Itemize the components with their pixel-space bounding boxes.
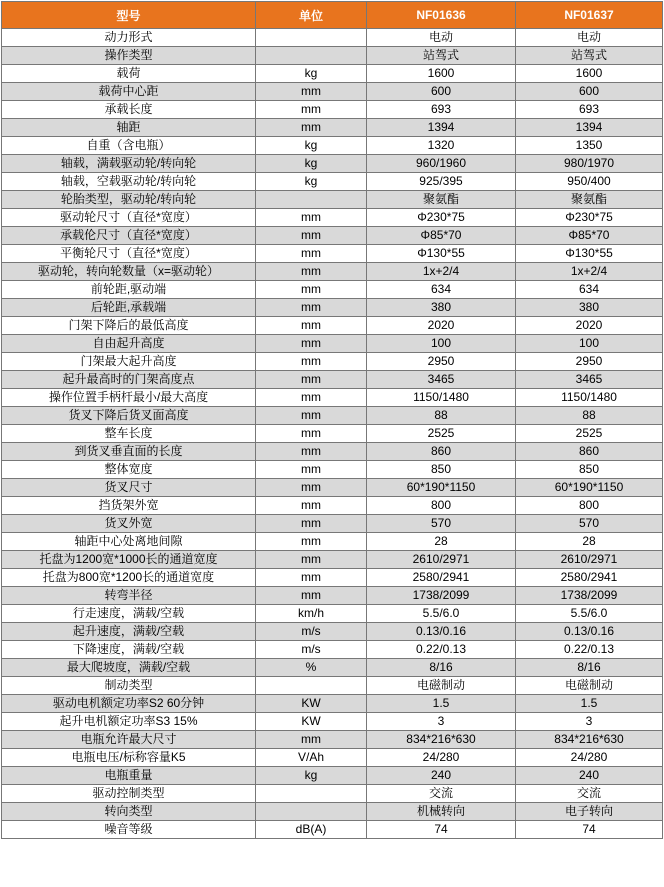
- table-row: [2, 551, 663, 569]
- parameter-cell: 承载长度: [2, 101, 256, 119]
- nf01636-value-cell: 925/395: [367, 173, 516, 191]
- table-row: [2, 731, 663, 749]
- nf01636-value-cell: 1600: [367, 65, 516, 83]
- nf01636-value-cell: 1320: [367, 137, 516, 155]
- unit-cell: mm: [256, 299, 367, 317]
- table-row: [2, 605, 663, 623]
- table-row: [2, 281, 663, 299]
- nf01637-value-cell: 1350: [516, 137, 663, 155]
- parameter-cell: 轴载，空载驱动轮/转向轮: [2, 173, 256, 191]
- parameter-cell: 自重（含电瓶）: [2, 137, 256, 155]
- unit-cell: [256, 47, 367, 65]
- nf01637-value-cell: 74: [516, 821, 663, 839]
- unit-cell: kg: [256, 173, 367, 191]
- table-row: [2, 587, 663, 605]
- nf01637-value-cell: 693: [516, 101, 663, 119]
- unit-cell: mm: [256, 479, 367, 497]
- nf01636-value-cell: 1.5: [367, 695, 516, 713]
- table-row: [2, 515, 663, 533]
- parameter-cell: 驱动电机额定功率S2 60分钟: [2, 695, 256, 713]
- table-row: [2, 533, 663, 551]
- unit-cell: mm: [256, 335, 367, 353]
- parameter-cell: 托盘为1200宽*1000长的通道宽度: [2, 551, 256, 569]
- nf01636-value-cell: 0.13/0.16: [367, 623, 516, 641]
- nf01636-value-cell: 2525: [367, 425, 516, 443]
- unit-cell: mm: [256, 461, 367, 479]
- parameter-cell: 整体宽度: [2, 461, 256, 479]
- table-row: [2, 803, 663, 821]
- parameter-cell: 制动类型: [2, 677, 256, 695]
- table-row: [2, 389, 663, 407]
- unit-cell: mm: [256, 533, 367, 551]
- unit-cell: mm: [256, 353, 367, 371]
- table-row: [2, 371, 663, 389]
- nf01637-value-cell: 1x+2/4: [516, 263, 663, 281]
- table-row: [2, 659, 663, 677]
- parameter-cell: 电瓶电压/标称容量K5: [2, 749, 256, 767]
- parameter-cell: 后轮距,承载端: [2, 299, 256, 317]
- parameter-cell: 平衡轮尺寸（直径*宽度）: [2, 245, 256, 263]
- unit-cell: mm: [256, 317, 367, 335]
- nf01636-value-cell: 693: [367, 101, 516, 119]
- nf01637-value-cell: 电动: [516, 29, 663, 47]
- unit-cell: kg: [256, 767, 367, 785]
- parameter-cell: 转向类型: [2, 803, 256, 821]
- nf01637-value-cell: 交流: [516, 785, 663, 803]
- unit-cell: mm: [256, 515, 367, 533]
- spec-body: [2, 29, 663, 839]
- table-row: [2, 497, 663, 515]
- nf01636-value-cell: 634: [367, 281, 516, 299]
- unit-cell: mm: [256, 389, 367, 407]
- nf01637-value-cell: 100: [516, 335, 663, 353]
- nf01636-value-cell: 860: [367, 443, 516, 461]
- nf01637-value-cell: 3465: [516, 371, 663, 389]
- nf01636-value-cell: 电动: [367, 29, 516, 47]
- nf01636-value-cell: 28: [367, 533, 516, 551]
- unit-cell: [256, 29, 367, 47]
- table-row: [2, 623, 663, 641]
- nf01637-value-cell: 600: [516, 83, 663, 101]
- table-row: [2, 785, 663, 803]
- header-unit: 单位: [256, 2, 367, 29]
- unit-cell: mm: [256, 407, 367, 425]
- nf01636-value-cell: 交流: [367, 785, 516, 803]
- parameter-cell: 货叉尺寸: [2, 479, 256, 497]
- unit-cell: m/s: [256, 641, 367, 659]
- nf01637-value-cell: 站驾式: [516, 47, 663, 65]
- table-row: [2, 317, 663, 335]
- nf01636-value-cell: 2020: [367, 317, 516, 335]
- nf01637-value-cell: Φ130*55: [516, 245, 663, 263]
- nf01637-value-cell: 1.5: [516, 695, 663, 713]
- table-row: [2, 263, 663, 281]
- parameter-cell: 电瓶重量: [2, 767, 256, 785]
- table-row: [2, 425, 663, 443]
- nf01637-value-cell: 380: [516, 299, 663, 317]
- unit-cell: V/Ah: [256, 749, 367, 767]
- parameter-cell: 轮胎类型，驱动轮/转向轮: [2, 191, 256, 209]
- table-row: [2, 767, 663, 785]
- nf01637-value-cell: 电子转向: [516, 803, 663, 821]
- table-row: [2, 821, 663, 839]
- nf01636-value-cell: 站驾式: [367, 47, 516, 65]
- nf01636-value-cell: 1738/2099: [367, 587, 516, 605]
- parameter-cell: 前轮距,驱动端: [2, 281, 256, 299]
- parameter-cell: 行走速度，满载/空载: [2, 605, 256, 623]
- parameter-cell: 下降速度，满载/空载: [2, 641, 256, 659]
- unit-cell: mm: [256, 281, 367, 299]
- unit-cell: [256, 677, 367, 695]
- unit-cell: [256, 785, 367, 803]
- header-nf01637: NF01637: [516, 2, 663, 29]
- nf01637-value-cell: 88: [516, 407, 663, 425]
- table-row: [2, 677, 663, 695]
- unit-cell: mm: [256, 371, 367, 389]
- nf01637-value-cell: 电磁制动: [516, 677, 663, 695]
- nf01636-value-cell: Φ85*70: [367, 227, 516, 245]
- unit-cell: mm: [256, 551, 367, 569]
- unit-cell: mm: [256, 101, 367, 119]
- nf01636-value-cell: 74: [367, 821, 516, 839]
- nf01637-value-cell: 1394: [516, 119, 663, 137]
- parameter-cell: 整车长度: [2, 425, 256, 443]
- nf01636-value-cell: 2580/2941: [367, 569, 516, 587]
- nf01636-value-cell: 8/16: [367, 659, 516, 677]
- nf01637-value-cell: 850: [516, 461, 663, 479]
- nf01636-value-cell: 3: [367, 713, 516, 731]
- parameter-cell: 动力形式: [2, 29, 256, 47]
- nf01636-value-cell: 960/1960: [367, 155, 516, 173]
- unit-cell: mm: [256, 425, 367, 443]
- nf01637-value-cell: 2020: [516, 317, 663, 335]
- parameter-cell: 最大爬坡度，满载/空载: [2, 659, 256, 677]
- table-row: [2, 407, 663, 425]
- parameter-cell: 挡货架外宽: [2, 497, 256, 515]
- parameter-cell: 电瓶允许最大尺寸: [2, 731, 256, 749]
- table-row: [2, 749, 663, 767]
- nf01637-value-cell: 24/280: [516, 749, 663, 767]
- nf01636-value-cell: 834*216*630: [367, 731, 516, 749]
- unit-cell: mm: [256, 569, 367, 587]
- nf01636-value-cell: Φ130*55: [367, 245, 516, 263]
- nf01636-value-cell: 1394: [367, 119, 516, 137]
- parameter-cell: 货叉外宽: [2, 515, 256, 533]
- nf01637-value-cell: 1600: [516, 65, 663, 83]
- nf01636-value-cell: 2950: [367, 353, 516, 371]
- table-row: [2, 695, 663, 713]
- table-row: [2, 227, 663, 245]
- unit-cell: km/h: [256, 605, 367, 623]
- parameter-cell: 轴载，满载驱动轮/转向轮: [2, 155, 256, 173]
- nf01637-value-cell: 1738/2099: [516, 587, 663, 605]
- table-row: [2, 137, 663, 155]
- unit-cell: mm: [256, 263, 367, 281]
- parameter-cell: 转弯半径: [2, 587, 256, 605]
- table-row: [2, 443, 663, 461]
- table-row: [2, 155, 663, 173]
- parameter-cell: 起升速度，满载/空载: [2, 623, 256, 641]
- header-row: [2, 2, 663, 29]
- header-nf01636: NF01636: [367, 2, 516, 29]
- nf01636-value-cell: Φ230*75: [367, 209, 516, 227]
- unit-cell: mm: [256, 443, 367, 461]
- nf01636-value-cell: 电磁制动: [367, 677, 516, 695]
- nf01637-value-cell: 950/400: [516, 173, 663, 191]
- nf01637-value-cell: 860: [516, 443, 663, 461]
- nf01637-value-cell: 800: [516, 497, 663, 515]
- spec-table: [1, 1, 663, 839]
- unit-cell: mm: [256, 587, 367, 605]
- unit-cell: mm: [256, 245, 367, 263]
- nf01637-value-cell: 0.13/0.16: [516, 623, 663, 641]
- unit-cell: %: [256, 659, 367, 677]
- table-row: [2, 299, 663, 317]
- parameter-cell: 门架下降后的最低高度: [2, 317, 256, 335]
- parameter-cell: 噪音等级: [2, 821, 256, 839]
- nf01636-value-cell: 机械转向: [367, 803, 516, 821]
- nf01636-value-cell: 0.22/0.13: [367, 641, 516, 659]
- nf01637-value-cell: 980/1970: [516, 155, 663, 173]
- unit-cell: mm: [256, 731, 367, 749]
- unit-cell: kg: [256, 137, 367, 155]
- nf01637-value-cell: Φ230*75: [516, 209, 663, 227]
- header-model: 型号: [2, 2, 256, 29]
- parameter-cell: 承载伦尺寸（直径*宽度）: [2, 227, 256, 245]
- unit-cell: mm: [256, 227, 367, 245]
- nf01637-value-cell: 634: [516, 281, 663, 299]
- nf01637-value-cell: 3: [516, 713, 663, 731]
- nf01636-value-cell: 570: [367, 515, 516, 533]
- unit-cell: kg: [256, 65, 367, 83]
- nf01637-value-cell: Φ85*70: [516, 227, 663, 245]
- nf01636-value-cell: 240: [367, 767, 516, 785]
- nf01637-value-cell: 1150/1480: [516, 389, 663, 407]
- unit-cell: KW: [256, 695, 367, 713]
- nf01637-value-cell: 2525: [516, 425, 663, 443]
- nf01636-value-cell: 5.5/6.0: [367, 605, 516, 623]
- nf01637-value-cell: 聚氨酯: [516, 191, 663, 209]
- parameter-cell: 起升最高时的门架高度点: [2, 371, 256, 389]
- table-row: [2, 119, 663, 137]
- parameter-cell: 轴距: [2, 119, 256, 137]
- nf01636-value-cell: 1x+2/4: [367, 263, 516, 281]
- table-row: [2, 461, 663, 479]
- nf01636-value-cell: 100: [367, 335, 516, 353]
- table-row: [2, 47, 663, 65]
- nf01636-value-cell: 2610/2971: [367, 551, 516, 569]
- nf01637-value-cell: 28: [516, 533, 663, 551]
- table-row: [2, 29, 663, 47]
- nf01636-value-cell: 24/280: [367, 749, 516, 767]
- parameter-cell: 驱动轮，转向轮数量（x=驱动轮）: [2, 263, 256, 281]
- nf01637-value-cell: 2610/2971: [516, 551, 663, 569]
- nf01637-value-cell: 5.5/6.0: [516, 605, 663, 623]
- parameter-cell: 载荷: [2, 65, 256, 83]
- unit-cell: mm: [256, 83, 367, 101]
- nf01637-value-cell: 8/16: [516, 659, 663, 677]
- nf01636-value-cell: 1150/1480: [367, 389, 516, 407]
- parameter-cell: 操作类型: [2, 47, 256, 65]
- nf01636-value-cell: 800: [367, 497, 516, 515]
- nf01636-value-cell: 600: [367, 83, 516, 101]
- unit-cell: mm: [256, 119, 367, 137]
- table-row: [2, 209, 663, 227]
- unit-cell: mm: [256, 209, 367, 227]
- parameter-cell: 自由起升高度: [2, 335, 256, 353]
- parameter-cell: 轴距中心处离地间隙: [2, 533, 256, 551]
- unit-cell: KW: [256, 713, 367, 731]
- parameter-cell: 操作位置手柄杆最小/最大高度: [2, 389, 256, 407]
- nf01636-value-cell: 聚氨酯: [367, 191, 516, 209]
- unit-cell: m/s: [256, 623, 367, 641]
- unit-cell: [256, 803, 367, 821]
- parameter-cell: 到货叉垂直面的长度: [2, 443, 256, 461]
- parameter-cell: 载荷中心距: [2, 83, 256, 101]
- nf01637-value-cell: 240: [516, 767, 663, 785]
- nf01636-value-cell: 3465: [367, 371, 516, 389]
- nf01637-value-cell: 2950: [516, 353, 663, 371]
- nf01636-value-cell: 380: [367, 299, 516, 317]
- table-row: [2, 173, 663, 191]
- parameter-cell: 门架最大起升高度: [2, 353, 256, 371]
- table-row: [2, 569, 663, 587]
- parameter-cell: 起升电机额定功率S3 15%: [2, 713, 256, 731]
- nf01636-value-cell: 60*190*1150: [367, 479, 516, 497]
- nf01637-value-cell: 2580/2941: [516, 569, 663, 587]
- table-row: [2, 191, 663, 209]
- parameter-cell: 驱动轮尺寸（直径*宽度）: [2, 209, 256, 227]
- nf01636-value-cell: 850: [367, 461, 516, 479]
- unit-cell: kg: [256, 155, 367, 173]
- unit-cell: mm: [256, 497, 367, 515]
- unit-cell: dB(A): [256, 821, 367, 839]
- nf01637-value-cell: 834*216*630: [516, 731, 663, 749]
- table-row: [2, 335, 663, 353]
- table-row: [2, 713, 663, 731]
- nf01637-value-cell: 0.22/0.13: [516, 641, 663, 659]
- parameter-cell: 驱动控制类型: [2, 785, 256, 803]
- table-row: [2, 101, 663, 119]
- table-row: [2, 83, 663, 101]
- parameter-cell: 货叉下降后货叉面高度: [2, 407, 256, 425]
- nf01637-value-cell: 60*190*1150: [516, 479, 663, 497]
- unit-cell: [256, 191, 367, 209]
- table-row: [2, 353, 663, 371]
- table-row: [2, 65, 663, 83]
- nf01637-value-cell: 570: [516, 515, 663, 533]
- nf01636-value-cell: 88: [367, 407, 516, 425]
- parameter-cell: 托盘为800宽*1200长的通道宽度: [2, 569, 256, 587]
- table-row: [2, 479, 663, 497]
- table-row: [2, 641, 663, 659]
- table-row: [2, 245, 663, 263]
